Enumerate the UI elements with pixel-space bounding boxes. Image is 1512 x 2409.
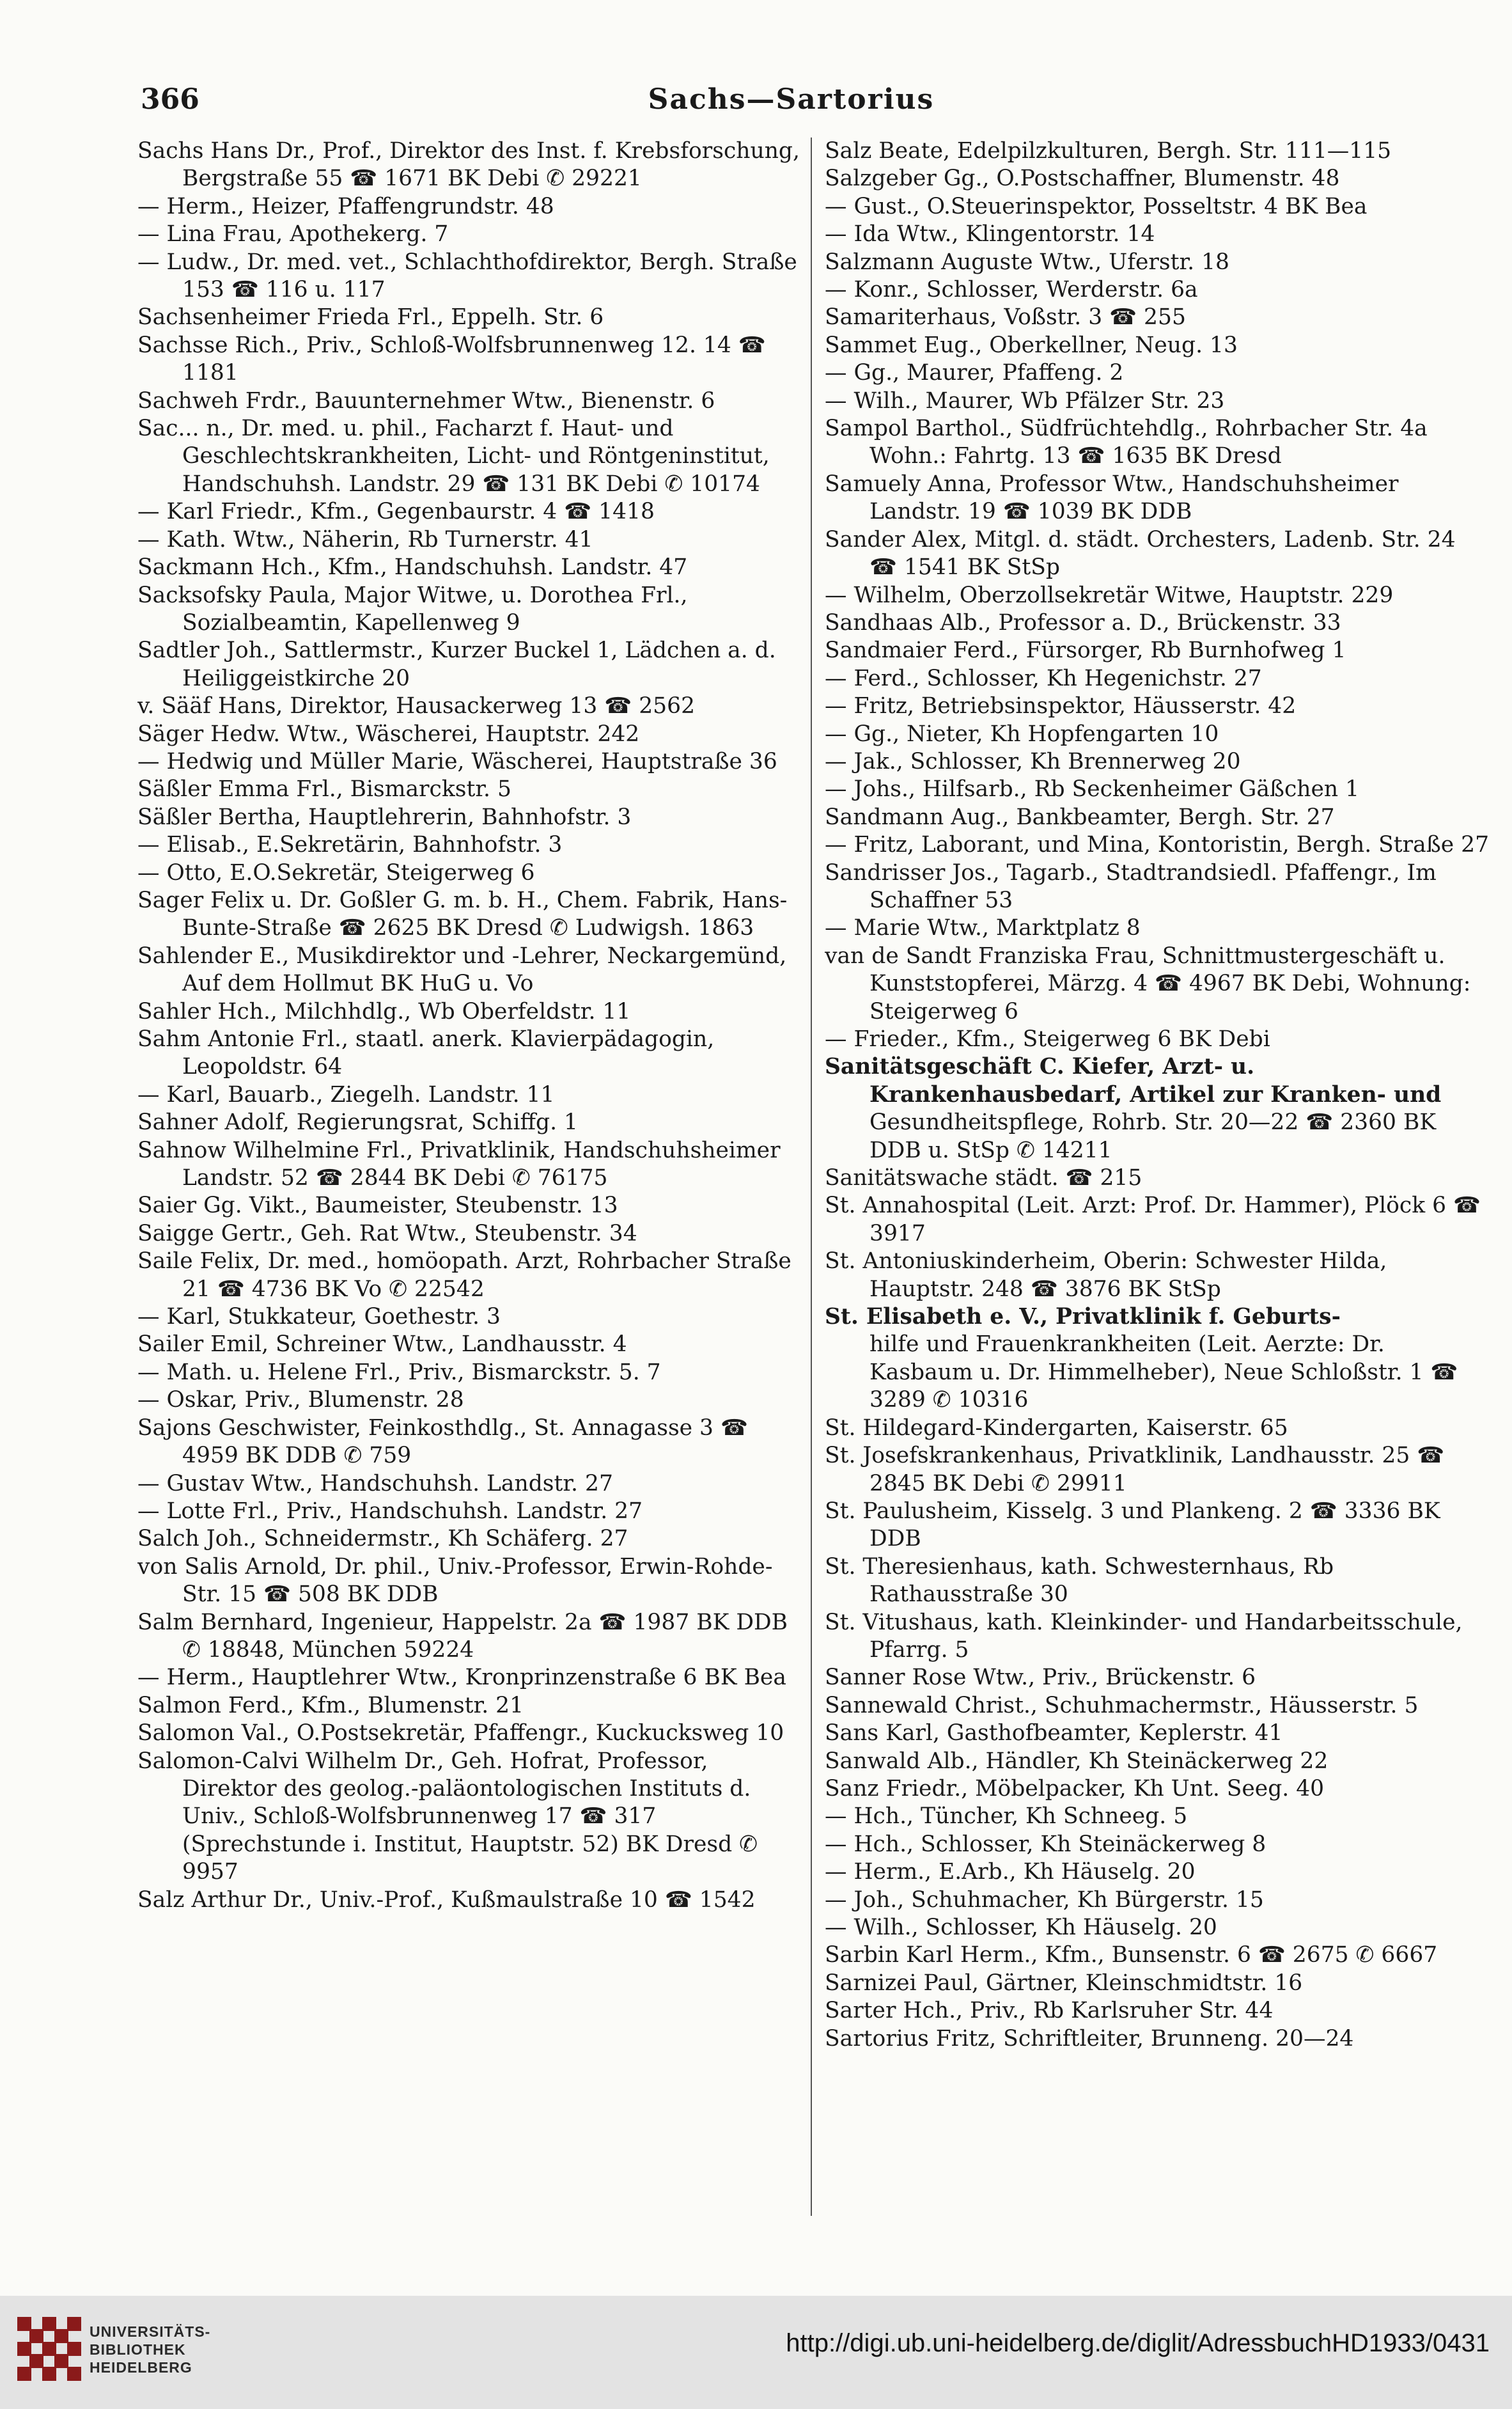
directory-entry: Sanz Friedr., Möbelpacker, Kh Unt. Seeg. 40 bbox=[825, 1775, 1325, 1801]
library-logo-icon bbox=[14, 2314, 84, 2384]
directory-entry: Sahm Antonie Frl., staatl. anerk. Klavierpädagogin, Leopoldstr. 64 bbox=[137, 1026, 715, 1080]
directory-entry: Sander Alex, Mitgl. d. städt. Orchesters, Ladenb. Str. 24 ☎ 1541 BK StSp bbox=[825, 526, 1456, 581]
directory-entry: — Gust., O.Steuerinspektor, Posseltstr. 4 BK Bea bbox=[825, 193, 1368, 219]
directory-entry: Sahnow Wilhelmine Frl., Privatklinik, Handschuhsheimer Landstr. 52 ☎ 2844 BK Debi ✆ 76175 bbox=[137, 1137, 781, 1191]
directory-entry: v. Sääf Hans, Direktor, Hausackerweg 13 ☎ 2562 bbox=[137, 693, 696, 719]
directory-entry: — Otto, E.O.Sekretär, Steigerweg 6 bbox=[137, 859, 535, 886]
directory-entry: Sachs Hans Dr., Prof., Direktor des Inst. f. Krebsforschung, Bergstraße 55 ☎ 1671 BK Debi ✆ 29221 bbox=[137, 138, 800, 192]
directory-entry: Salzmann Auguste Wtw., Uferstr. 18 bbox=[825, 249, 1230, 275]
directory-entry: — Lotte Frl., Priv., Handschuhsh. Landstr. 27 bbox=[137, 1498, 643, 1524]
directory-entry: Sahner Adolf, Regierungsrat, Schiffg. 1 bbox=[137, 1110, 578, 1136]
directory-entry: Sampol Barthol., Südfrüchtehdlg., Rohrbacher Str. 4a Wohn.: Fahrtg. 13 ☎ 1635 BK Dresd bbox=[825, 416, 1428, 469]
directory-entry: Sachsenheimer Frieda Frl., Eppelh. Str. 6 bbox=[137, 304, 604, 331]
library-name-line: UNIVERSITÄTS- bbox=[90, 2323, 211, 2340]
library-name-line: HEIDELBERG bbox=[90, 2359, 192, 2376]
directory-entry: St. Vitushaus, kath. Kleinkinder- und Handarbeitsschule, Pfarrg. 5 bbox=[825, 1609, 1463, 1663]
directory-entry: Salomon-Calvi Wilhelm Dr., Geh. Hofrat, Professor, Direktor des geolog.-paläontologischen Instituts d. Univ., Schloß-Wolfsbrunnenweg 17 ☎ 317 (Sprechstunde i. Institut, Hauptstr. 52) BK Dresd ✆ 9957 bbox=[137, 1748, 758, 1885]
directory-entry: Sackmann Hch., Kfm., Handschuhsh. Landstr. 47 bbox=[137, 554, 688, 581]
directory-entry: Samariterhaus, Voßstr. 3 ☎ 255 bbox=[825, 304, 1186, 331]
directory-entry: Sacksofsky Paula, Major Witwe, u. Dorothea Frl., Sozialbeamtin, Kapellenweg 9 bbox=[137, 582, 688, 636]
directory-entry: St. Annahospital (Leit. Arzt: Prof. Dr. Hammer), Plöck 6 ☎ 3917 bbox=[825, 1193, 1481, 1246]
directory-entry: — Herm., Hauptlehrer Wtw., Kronprinzenstraße 6 BK Bea bbox=[137, 1665, 786, 1691]
directory-entry: Sanitätsgeschäft C. Kiefer, Arzt- u. Krankenhausbedarf, Artikel zur Kranken- und bbox=[825, 1054, 1442, 1108]
library-name-line: BIBLIOTHEK bbox=[90, 2341, 186, 2358]
directory-entry: Sanwald Alb., Händler, Kh Steinäckerweg 22 bbox=[825, 1748, 1329, 1774]
directory-entry: — Hedwig und Müller Marie, Wäscherei, Hauptstraße 36 bbox=[137, 748, 777, 774]
directory-entry: Säßler Bertha, Hauptlehrerin, Bahnhofstr. 3 bbox=[137, 804, 632, 830]
directory-entry: — Joh., Schuhmacher, Kh Bürgerstr. 15 bbox=[825, 1887, 1264, 1913]
page-number: 366 bbox=[141, 83, 199, 116]
directory-entry: Sandrisser Jos., Tagarb., Stadtrandsiedl. Pfaffengr., Im Schaffner 53 bbox=[825, 859, 1437, 913]
directory-entry: — Ida Wtw., Klingentorstr. 14 bbox=[825, 221, 1155, 247]
directory-entry: Salm Bernhard, Ingenieur, Happelstr. 2a ☎ 1987 BK DDB ✆ 18848, München 59224 bbox=[137, 1609, 788, 1663]
directory-entry: Saigge Gertr., Geh. Rat Wtw., Steubenstr. 34 bbox=[137, 1220, 637, 1246]
directory-entry: Salz Arthur Dr., Univ.-Prof., Kußmaulstraße 10 ☎ 1542 bbox=[137, 1887, 756, 1913]
directory-entry: — Karl, Bauarb., Ziegelh. Landstr. 11 bbox=[137, 1081, 555, 1108]
directory-entry: Salzgeber Gg., O.Postschaffner, Blumenstr. 48 bbox=[825, 166, 1340, 192]
directory-entry: Sanner Rose Wtw., Priv., Brückenstr. 6 bbox=[825, 1665, 1256, 1691]
directory-entry: von Salis Arnold, Dr. phil., Univ.-Professor, Erwin-Rohde-Str. 15 ☎ 508 BK DDB bbox=[137, 1553, 773, 1608]
directory-entry: Salomon Val., O.Postsekretär, Pfaffengr., Kuckucksweg 10 bbox=[137, 1720, 784, 1746]
directory-entry: Sanitätswache städt. ☎ 215 bbox=[825, 1165, 1142, 1191]
directory-entry: — Wilh., Maurer, Wb Pfälzer Str. 23 bbox=[825, 388, 1225, 414]
directory-entry: Sachsse Rich., Priv., Schloß-Wolfsbrunnenweg 12. 14 ☎ 1181 bbox=[137, 332, 766, 386]
directory-entry: Sahlender E., Musikdirektor und -Lehrer, Neckargemünd, Auf dem Hollmut BK HuG u. Vo bbox=[137, 943, 787, 997]
directory-entry: St. Hildegard-Kindergarten, Kaiserstr. 65 bbox=[825, 1415, 1288, 1441]
directory-entry: St. Theresienhaus, kath. Schwesternhaus, Rb Rathausstraße 30 bbox=[825, 1553, 1334, 1608]
directory-entry: Sarbin Karl Herm., Kfm., Bunsenstr. 6 ☎ 2675 ✆ 6667 bbox=[825, 1942, 1438, 1968]
directory-entry: St. Antoniuskinderheim, Oberin: Schwester Hilda, Hauptstr. 248 ☎ 3876 BK StSp bbox=[825, 1248, 1387, 1302]
directory-entry: Sarter Hch., Priv., Rb Karlsruher Str. 44 bbox=[825, 1998, 1274, 2024]
directory-entry: Saile Felix, Dr. med., homöopath. Arzt, Rohrbacher Straße 21 ☎ 4736 BK Vo ✆ 22542 bbox=[137, 1248, 791, 1302]
directory-entry: — Gg., Maurer, Pfaffeng. 2 bbox=[825, 360, 1124, 386]
directory-entry: Sartorius Fritz, Schriftleiter, Brunneng. 20—24 bbox=[825, 2025, 1354, 2052]
directory-entry: St. Paulusheim, Kisselg. 3 und Plankeng. 2 ☎ 3336 BK DDB bbox=[825, 1498, 1440, 1552]
directory-entry: — Ferd., Schlosser, Kh Hegenichstr. 27 bbox=[825, 665, 1262, 691]
page-title: Sachs—Sartorius bbox=[648, 83, 935, 116]
directory-entry: Sannewald Christ., Schuhmachermstr., Häusserstr. 5 bbox=[825, 1692, 1419, 1718]
directory-entry: Sans Karl, Gasthofbeamter, Keplerstr. 41 bbox=[825, 1720, 1283, 1746]
directory-entry: — Lina Frau, Apothekerg. 7 bbox=[137, 221, 449, 247]
directory-entry: — Elisab., E.Sekretärin, Bahnhofstr. 3 bbox=[137, 832, 563, 858]
directory-entry: hilfe und Frauenkrankheiten (Leit. Aerzte: Dr. Kasbaum u. Dr. Himmelheber), Neue Schloßstr. 1 ☎ 3289 ✆ 10316 bbox=[869, 1331, 1458, 1413]
directory-entry: Salz Beate, Edelpilzkulturen, Bergh. Str. 111—115 bbox=[825, 138, 1392, 164]
page-header bbox=[141, 83, 1442, 122]
directory-entry: — Gustav Wtw., Handschuhsh. Landstr. 27 bbox=[137, 1470, 613, 1496]
right-column bbox=[825, 137, 1490, 2216]
directory-entry: St. Josefskrankenhaus, Privatklinik, Landhausstr. 25 ☎ 2845 BK Debi ✆ 29911 bbox=[825, 1443, 1445, 1496]
directory-entry: — Hch., Tüncher, Kh Schneeg. 5 bbox=[825, 1803, 1188, 1830]
directory-entry: Salch Joh., Schneidermstr., Kh Schäferg. 27 bbox=[137, 1526, 628, 1552]
directory-entry: Saier Gg. Vikt., Baumeister, Steubenstr. 13 bbox=[137, 1193, 618, 1219]
directory-entry: St. Elisabeth e. V., Privatklinik f. Geburts- bbox=[825, 1304, 1341, 1330]
directory-entry: — Math. u. Helene Frl., Priv., Bismarckstr. 5. 7 bbox=[137, 1359, 661, 1385]
directory-entry: Sager Felix u. Dr. Goßler G. m. b. H., Chem. Fabrik, Hans-Bunte-Straße ☎ 2625 BK Dresd ✆ Ludwigsh. 1863 bbox=[137, 887, 788, 941]
directory-entry: Säßler Emma Frl., Bismarckstr. 5 bbox=[137, 776, 511, 803]
directory-entry: — Wilhelm, Oberzollsekretär Witwe, Hauptstr. 229 bbox=[825, 582, 1394, 608]
directory-entry: — Karl Friedr., Kfm., Gegenbaurstr. 4 ☎ 1418 bbox=[137, 499, 655, 525]
directory-entry: Sachweh Frdr., Bauunternehmer Wtw., Bienenstr. 6 bbox=[137, 388, 715, 414]
directory-entry: Samuely Anna, Professor Wtw., Handschuhsheimer Landstr. 19 ☎ 1039 BK DDB bbox=[825, 471, 1399, 525]
library-name bbox=[90, 2323, 210, 2376]
directory-entry: — Johs., Hilfsarb., Rb Seckenheimer Gäßchen 1 bbox=[825, 776, 1360, 803]
directory-entry: Sajons Geschwister, Feinkosthdlg., St. Annagasse 3 ☎ 4959 BK DDB ✆ 759 bbox=[137, 1415, 748, 1469]
directory-entry: Säger Hedw. Wtw., Wäscherei, Hauptstr. 242 bbox=[137, 721, 640, 747]
directory-entry: Sandhaas Alb., Professor a. D., Brückenstr. 33 bbox=[825, 609, 1341, 636]
column-divider bbox=[811, 137, 812, 2216]
directory-entry: Sammet Eug., Oberkellner, Neug. 13 bbox=[825, 332, 1238, 358]
directory-entry: — Hch., Schlosser, Kh Steinäckerweg 8 bbox=[825, 1831, 1266, 1857]
directory-entry: — Karl, Stukkateur, Goethestr. 3 bbox=[137, 1304, 501, 1330]
directory-entry: Sandmaier Ferd., Fürsorger, Rb Burnhofweg 1 bbox=[825, 638, 1346, 664]
directory-entry: Sahler Hch., Milchhdlg., Wb Oberfeldstr. 11 bbox=[137, 998, 631, 1024]
directory-entry: Salmon Ferd., Kfm., Blumenstr. 21 bbox=[137, 1692, 524, 1718]
directory-entry: Sarnizei Paul, Gärtner, Kleinschmidtstr. 16 bbox=[825, 1970, 1303, 1996]
footer-bar bbox=[0, 2296, 1512, 2409]
directory-entry: — Oskar, Priv., Blumenstr. 28 bbox=[137, 1387, 464, 1413]
directory-entry: — Konr., Schlosser, Werderstr. 6a bbox=[825, 277, 1198, 303]
directory-entry: — Herm., E.Arb., Kh Häuselg. 20 bbox=[825, 1859, 1196, 1885]
directory-entry: — Gg., Nieter, Kh Hopfengarten 10 bbox=[825, 721, 1219, 747]
directory-entry: Gesundheitspflege, Rohrb. Str. 20—22 ☎ 2360 BK DDB u. StSp ✆ 14211 bbox=[869, 1110, 1437, 1163]
directory-entry: — Fritz, Betriebsinspektor, Häusserstr. 42 bbox=[825, 693, 1297, 719]
directory-entry: — Jak., Schlosser, Kh Brennerweg 20 bbox=[825, 748, 1241, 774]
source-url-link[interactable]: http://digi.ub.uni-heidelberg.de/diglit/AdressbuchHD1933/0431 bbox=[786, 2329, 1490, 2357]
directory-entry: van de Sandt Franziska Frau, Schnittmustergeschäft u. Kunststopferei, Märzg. 4 ☎ 4967 BK Debi, Wohnung: Steigerweg 6 bbox=[825, 943, 1471, 1024]
directory-entry: — Kath. Wtw., Näherin, Rb Turnerstr. 41 bbox=[137, 526, 593, 553]
directory-entry: — Marie Wtw., Marktplatz 8 bbox=[825, 915, 1141, 941]
directory-entry: — Herm., Heizer, Pfaffengrundstr. 48 bbox=[137, 193, 554, 219]
directory-entry: — Wilh., Schlosser, Kh Häuselg. 20 bbox=[825, 1915, 1217, 1940]
directory-entry: Sandmann Aug., Bankbeamter, Bergh. Str. 27 bbox=[825, 804, 1335, 830]
directory-entry: — Fritz, Laborant, und Mina, Kontoristin, Bergh. Straße 27 bbox=[825, 832, 1490, 858]
directory-entry: Sac... n., Dr. med. u. phil., Facharzt f. Haut- und Geschlechtskrankheiten, Licht- und Röntgeninstitut, Handschuhsh. Landstr. 29 ☎ 131 BK Debi ✆ 10174 bbox=[137, 416, 770, 497]
directory-entry: — Ludw., Dr. med. vet., Schlachthofdirektor, Bergh. Straße 153 ☎ 116 u. 117 bbox=[137, 249, 797, 303]
directory-entry: — Frieder., Kfm., Steigerweg 6 BK Debi bbox=[825, 1026, 1270, 1052]
left-column bbox=[137, 137, 802, 2216]
directory-entry: Sailer Emil, Schreiner Wtw., Landhausstr. 4 bbox=[137, 1331, 627, 1358]
directory-entry: Sadtler Joh., Sattlermstr., Kurzer Buckel 1, Lädchen a. d. Heiliggeistkirche 20 bbox=[137, 638, 776, 691]
